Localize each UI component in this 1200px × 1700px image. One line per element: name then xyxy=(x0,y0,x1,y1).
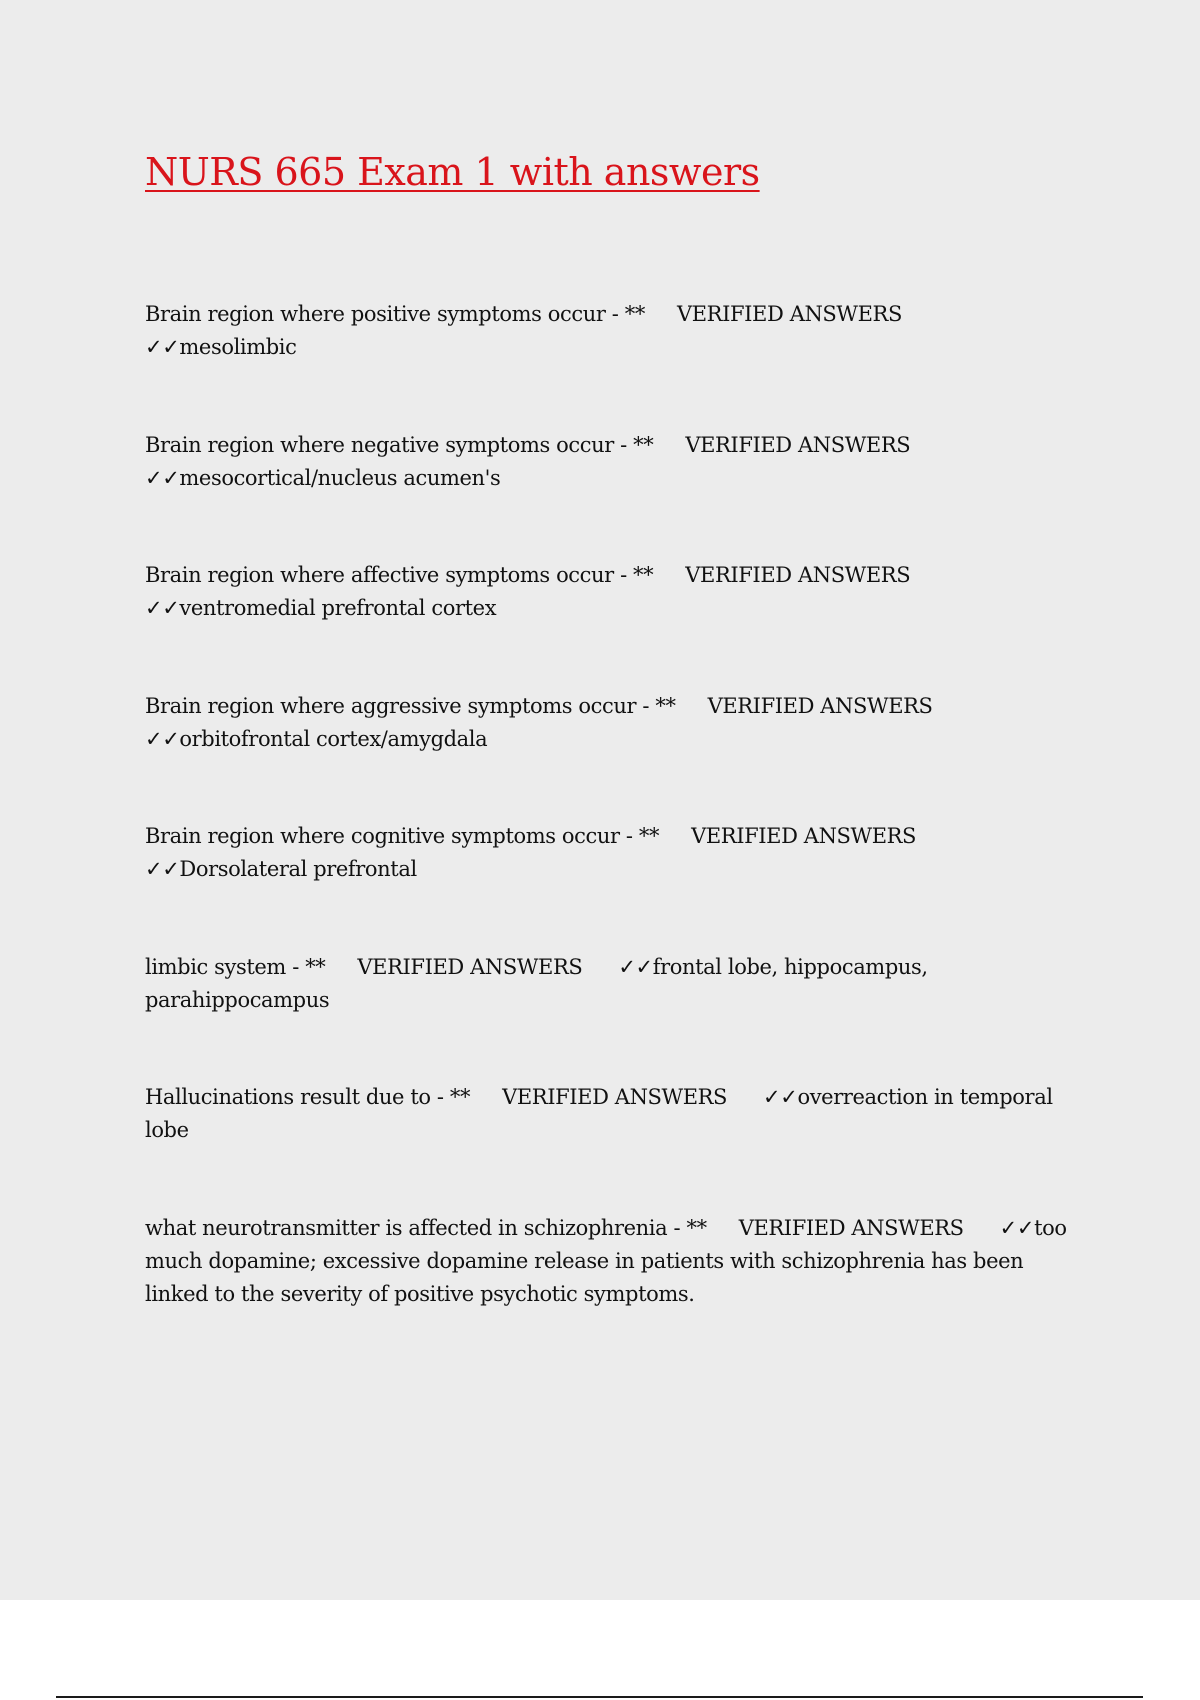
stars-marker: ** xyxy=(638,824,660,848)
qa-item xyxy=(145,690,1095,821)
stars-marker: ** xyxy=(633,432,654,457)
verified-label: VERIFIED ANSWERS xyxy=(685,432,911,457)
footer-rule xyxy=(56,1696,1143,1698)
answer-text: ventromedial prefrontal cortex xyxy=(179,596,497,620)
check-marks: ✓✓ xyxy=(145,596,180,620)
answer-text: overreaction in temporal lobe xyxy=(145,1085,1059,1142)
verified-label: VERIFIED ANSWERS xyxy=(502,1085,728,1109)
stars-marker: ** xyxy=(633,563,654,587)
document-title: NURS 665 Exam 1 with answers xyxy=(145,150,760,194)
question-text: limbic system - xyxy=(145,954,306,979)
answer-text: frontal lobe, hippocampus, parahippocampus xyxy=(145,954,934,1012)
stars-marker: ** xyxy=(449,1085,471,1109)
question-text: what neurotransmitter is affected in schizophrenia - xyxy=(145,1215,687,1240)
stars-marker: ** xyxy=(305,954,326,979)
verified-label: VERIFIED ANSWERS xyxy=(691,824,917,848)
qa-item xyxy=(145,1212,1095,1343)
check-marks: ✓✓ xyxy=(763,1085,798,1109)
question-text: Brain region where aggressive symptoms occur - xyxy=(145,693,656,718)
qa-item xyxy=(145,1081,1095,1212)
check-marks: ✓✓ xyxy=(999,1215,1035,1240)
stars-marker: ** xyxy=(624,302,645,326)
qa-item xyxy=(145,298,1095,429)
question-text: Hallucinations result due to - xyxy=(145,1085,450,1109)
verified-label: VERIFIED ANSWERS xyxy=(685,563,911,587)
check-marks: ✓✓ xyxy=(145,465,180,490)
qa-list xyxy=(145,298,1095,1342)
question-text: Brain region where negative symptoms occur - xyxy=(145,432,634,457)
check-marks: ✓✓ xyxy=(145,857,180,881)
question-text: Brain region where positive symptoms occur - xyxy=(145,302,625,326)
qa-item xyxy=(145,429,1095,560)
qa-item xyxy=(145,559,1095,690)
verified-label: VERIFIED ANSWERS xyxy=(357,954,583,979)
stars-marker: ** xyxy=(686,1215,707,1240)
check-marks: ✓✓ xyxy=(618,954,653,979)
answer-text: mesolimbic xyxy=(179,335,297,359)
verified-label: VERIFIED ANSWERS xyxy=(738,1215,964,1240)
qa-item xyxy=(145,820,1095,951)
stars-marker: ** xyxy=(655,693,676,718)
answer-text: Dorsolateral prefrontal xyxy=(179,857,417,881)
question-text: Brain region where affective symptoms occur - xyxy=(145,563,634,587)
check-marks: ✓✓ xyxy=(145,335,180,359)
verified-label: VERIFIED ANSWERS xyxy=(707,693,933,718)
answer-text: orbitofrontal cortex/amygdala xyxy=(179,726,488,751)
qa-item xyxy=(145,951,1095,1082)
answer-text: mesocortical/nucleus acumen's xyxy=(179,465,501,490)
verified-label: VERIFIED ANSWERS xyxy=(676,302,902,326)
check-marks: ✓✓ xyxy=(145,726,180,751)
answer-text: too much dopamine; excessive dopamine release in patients with schizophrenia has been linked to the severity of positive psychotic symptoms. xyxy=(145,1215,1073,1306)
question-text: Brain region where cognitive symptoms occur - xyxy=(145,824,639,848)
